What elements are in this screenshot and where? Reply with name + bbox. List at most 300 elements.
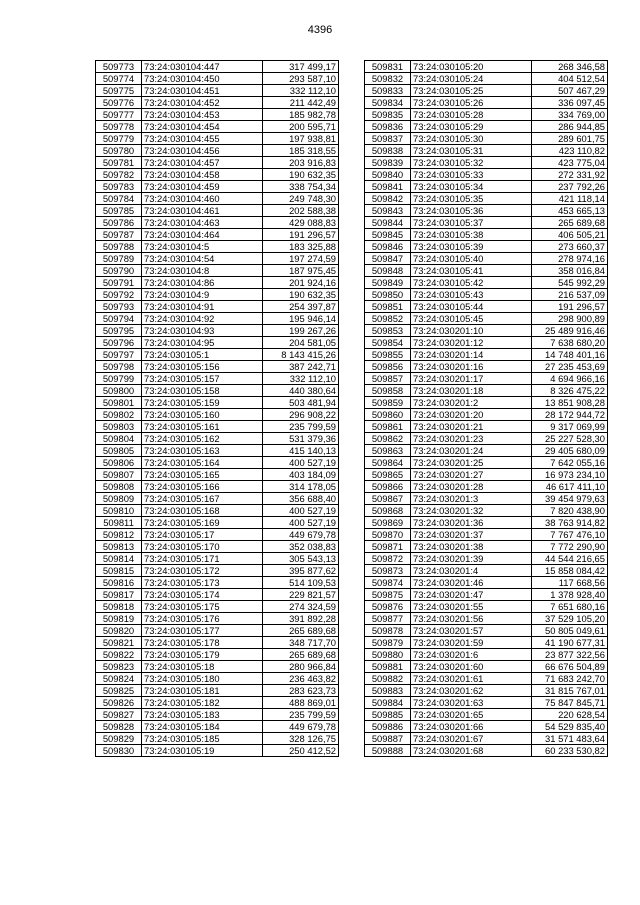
row-number-cell: 509849	[365, 277, 411, 289]
cadastral-number-cell: 73:24:030201:4	[411, 565, 532, 577]
table-row	[96, 745, 339, 757]
value-cell: 314 178,05	[263, 481, 339, 493]
value-cell: 44 544 216,65	[532, 553, 608, 565]
cadastral-number-cell: 73:24:030105:25	[411, 85, 532, 97]
cadastral-number-cell: 73:24:030105:42	[411, 277, 532, 289]
value-cell: 14 748 401,16	[532, 349, 608, 361]
value-cell: 29 405 680,09	[532, 445, 608, 457]
table-row	[96, 109, 339, 121]
cadastral-number-cell: 73:24:030105:184	[142, 721, 263, 733]
row-number-cell: 509801	[96, 397, 142, 409]
row-number-cell: 509795	[96, 325, 142, 337]
table-row	[96, 193, 339, 205]
table-row	[365, 133, 608, 145]
cadastral-number-cell: 73:24:030201:12	[411, 337, 532, 349]
cadastral-number-cell: 73:24:030104:460	[142, 193, 263, 205]
table-row	[96, 541, 339, 553]
table-row	[365, 445, 608, 457]
table-row	[96, 649, 339, 661]
cadastral-number-cell: 73:24:030201:2	[411, 397, 532, 409]
table-row	[365, 157, 608, 169]
value-cell: 305 543,13	[263, 553, 339, 565]
row-number-cell: 509857	[365, 373, 411, 385]
cadastral-number-cell: 73:24:030105:175	[142, 601, 263, 613]
cadastral-number-cell: 73:24:030105:24	[411, 73, 532, 85]
cadastral-number-cell: 73:24:030105:173	[142, 577, 263, 589]
table-row	[96, 505, 339, 517]
row-number-cell: 509775	[96, 85, 142, 97]
value-cell: 191 296,57	[532, 301, 608, 313]
table-row	[96, 217, 339, 229]
row-number-cell: 509881	[365, 661, 411, 673]
row-number-cell: 509789	[96, 253, 142, 265]
cadastral-number-cell: 73:24:030105:163	[142, 445, 263, 457]
row-number-cell: 509816	[96, 577, 142, 589]
value-cell: 37 529 105,20	[532, 613, 608, 625]
table-row	[365, 409, 608, 421]
table-row	[96, 709, 339, 721]
cadastral-number-cell: 73:24:030201:66	[411, 721, 532, 733]
row-number-cell: 509780	[96, 145, 142, 157]
table-row	[365, 313, 608, 325]
cadastral-number-cell: 73:24:030104:91	[142, 301, 263, 313]
cadastral-number-cell: 73:24:030105:172	[142, 565, 263, 577]
cadastral-number-cell: 73:24:030201:61	[411, 673, 532, 685]
table-row	[365, 61, 608, 73]
value-cell: 229 821,57	[263, 589, 339, 601]
value-cell: 7 767 476,10	[532, 529, 608, 541]
table-row	[96, 169, 339, 181]
table-row	[365, 577, 608, 589]
row-number-cell: 509856	[365, 361, 411, 373]
table-row	[365, 337, 608, 349]
row-number-cell: 509818	[96, 601, 142, 613]
value-cell: 25 489 916,46	[532, 325, 608, 337]
table-row	[96, 529, 339, 541]
value-cell: 16 973 234,10	[532, 469, 608, 481]
row-number-cell: 509782	[96, 169, 142, 181]
cadastral-number-cell: 73:24:030105:170	[142, 541, 263, 553]
table-row	[365, 673, 608, 685]
cadastral-number-cell: 73:24:030105:39	[411, 241, 532, 253]
table-row	[365, 85, 608, 97]
value-cell: 332 112,10	[263, 85, 339, 97]
row-number-cell: 509787	[96, 229, 142, 241]
row-number-cell: 509868	[365, 505, 411, 517]
table-row	[365, 253, 608, 265]
row-number-cell: 509810	[96, 505, 142, 517]
cadastral-number-cell: 73:24:030105:31	[411, 145, 532, 157]
table-row	[365, 745, 608, 757]
value-cell: 195 946,14	[263, 313, 339, 325]
row-number-cell: 509832	[365, 73, 411, 85]
cadastral-number-cell: 73:24:030201:65	[411, 709, 532, 721]
table-row	[96, 229, 339, 241]
cadastral-number-cell: 73:24:030104:9	[142, 289, 263, 301]
row-number-cell: 509875	[365, 589, 411, 601]
row-number-cell: 509859	[365, 397, 411, 409]
table-row	[365, 205, 608, 217]
cadastral-number-cell: 73:24:030104:464	[142, 229, 263, 241]
table-row	[96, 433, 339, 445]
cadastral-number-cell: 73:24:030201:10	[411, 325, 532, 337]
table-row	[365, 553, 608, 565]
value-cell: 317 499,17	[263, 61, 339, 73]
row-number-cell: 509808	[96, 481, 142, 493]
table-row	[96, 553, 339, 565]
row-number-cell: 509807	[96, 469, 142, 481]
cadastral-number-cell: 73:24:030105:160	[142, 409, 263, 421]
cadastral-number-cell: 73:24:030105:182	[142, 697, 263, 709]
row-number-cell: 509873	[365, 565, 411, 577]
cadastral-number-cell: 73:24:030104:456	[142, 145, 263, 157]
row-number-cell: 509883	[365, 685, 411, 697]
table-row	[365, 193, 608, 205]
cadastral-number-cell: 73:24:030201:36	[411, 517, 532, 529]
row-number-cell: 509838	[365, 145, 411, 157]
row-number-cell: 509843	[365, 205, 411, 217]
row-number-cell: 509783	[96, 181, 142, 193]
value-cell: 400 527,19	[263, 505, 339, 517]
cadastral-number-cell: 73:24:030201:20	[411, 409, 532, 421]
row-number-cell: 509821	[96, 637, 142, 649]
cadastral-number-cell: 73:24:030201:46	[411, 577, 532, 589]
cadastral-number-cell: 73:24:030105:43	[411, 289, 532, 301]
cadastral-number-cell: 73:24:030105:26	[411, 97, 532, 109]
value-cell: 7 651 680,16	[532, 601, 608, 613]
cadastral-number-cell: 73:24:030201:55	[411, 601, 532, 613]
value-cell: 421 118,14	[532, 193, 608, 205]
value-cell: 191 296,57	[263, 229, 339, 241]
table-row	[365, 265, 608, 277]
row-number-cell: 509882	[365, 673, 411, 685]
value-cell: 185 318,55	[263, 145, 339, 157]
row-number-cell: 509858	[365, 385, 411, 397]
table-row	[96, 685, 339, 697]
row-number-cell: 509776	[96, 97, 142, 109]
cadastral-number-cell: 73:24:030105:171	[142, 553, 263, 565]
cadastral-number-cell: 73:24:030104:447	[142, 61, 263, 73]
value-cell: 400 527,19	[263, 517, 339, 529]
row-number-cell: 509865	[365, 469, 411, 481]
row-number-cell: 509877	[365, 613, 411, 625]
row-number-cell: 509866	[365, 481, 411, 493]
table-row	[96, 481, 339, 493]
value-cell: 199 267,26	[263, 325, 339, 337]
cadastral-number-cell: 73:24:030201:38	[411, 541, 532, 553]
table-row	[365, 217, 608, 229]
row-number-cell: 509848	[365, 265, 411, 277]
row-number-cell: 509869	[365, 517, 411, 529]
cadastral-number-cell: 73:24:030201:17	[411, 373, 532, 385]
cadastral-number-cell: 73:24:030105:177	[142, 625, 263, 637]
cadastral-number-cell: 73:24:030105:157	[142, 373, 263, 385]
value-cell: 423 110,82	[532, 145, 608, 157]
cadastral-number-cell: 73:24:030104:95	[142, 337, 263, 349]
value-cell: 249 748,30	[263, 193, 339, 205]
table-row	[96, 277, 339, 289]
cadastral-number-cell: 73:24:030105:28	[411, 109, 532, 121]
row-number-cell: 509813	[96, 541, 142, 553]
row-number-cell: 509796	[96, 337, 142, 349]
row-number-cell: 509800	[96, 385, 142, 397]
cadastral-number-cell: 73:24:030104:453	[142, 109, 263, 121]
table-row	[365, 277, 608, 289]
row-number-cell: 509870	[365, 529, 411, 541]
cadastral-number-cell: 73:24:030104:86	[142, 277, 263, 289]
value-cell: 235 799,59	[263, 709, 339, 721]
value-cell: 4 694 966,16	[532, 373, 608, 385]
row-number-cell: 509841	[365, 181, 411, 193]
row-number-cell: 509799	[96, 373, 142, 385]
value-cell: 28 172 944,72	[532, 409, 608, 421]
cadastral-number-cell: 73:24:030105:180	[142, 673, 263, 685]
row-number-cell: 509793	[96, 301, 142, 313]
cadastral-number-cell: 73:24:030104:455	[142, 133, 263, 145]
value-cell: 236 463,82	[263, 673, 339, 685]
value-cell: 352 038,83	[263, 541, 339, 553]
value-cell: 338 754,34	[263, 181, 339, 193]
table-row	[96, 601, 339, 613]
value-cell: 334 769,00	[532, 109, 608, 121]
row-number-cell: 509886	[365, 721, 411, 733]
table-row	[96, 409, 339, 421]
table-row	[365, 649, 608, 661]
value-cell: 415 140,13	[263, 445, 339, 457]
table-row	[365, 625, 608, 637]
row-number-cell: 509784	[96, 193, 142, 205]
cadastral-number-cell: 73:24:030201:6	[411, 649, 532, 661]
value-cell: 298 900,89	[532, 313, 608, 325]
row-number-cell: 509880	[365, 649, 411, 661]
table-row	[365, 493, 608, 505]
value-cell: 41 190 677,31	[532, 637, 608, 649]
row-number-cell: 509820	[96, 625, 142, 637]
value-cell: 7 642 055,16	[532, 457, 608, 469]
value-cell: 332 112,10	[263, 373, 339, 385]
value-cell: 9 317 069,99	[532, 421, 608, 433]
table-row	[365, 421, 608, 433]
row-number-cell: 509830	[96, 745, 142, 757]
table-row	[96, 517, 339, 529]
row-number-cell: 509778	[96, 121, 142, 133]
cadastral-number-cell: 73:24:030104:92	[142, 313, 263, 325]
table-row	[365, 169, 608, 181]
table-row	[365, 109, 608, 121]
table-row	[96, 97, 339, 109]
value-cell: 403 184,09	[263, 469, 339, 481]
cadastral-number-cell: 73:24:030105:178	[142, 637, 263, 649]
value-cell: 46 617 411,10	[532, 481, 608, 493]
row-number-cell: 509846	[365, 241, 411, 253]
cadastral-number-cell: 73:24:030201:62	[411, 685, 532, 697]
value-cell: 13 851 908,28	[532, 397, 608, 409]
cadastral-number-cell: 73:24:030201:21	[411, 421, 532, 433]
value-cell: 273 660,37	[532, 241, 608, 253]
cadastral-number-cell: 73:24:030201:57	[411, 625, 532, 637]
table-row	[365, 361, 608, 373]
row-number-cell: 509833	[365, 85, 411, 97]
table-row	[365, 145, 608, 157]
table-row	[96, 133, 339, 145]
table-row	[365, 289, 608, 301]
value-cell: 488 869,01	[263, 697, 339, 709]
cadastral-number-cell: 73:24:030201:32	[411, 505, 532, 517]
value-cell: 185 982,78	[263, 109, 339, 121]
table-row	[96, 661, 339, 673]
value-cell: 23 877 322,56	[532, 649, 608, 661]
row-number-cell: 509834	[365, 97, 411, 109]
value-cell: 190 632,35	[263, 289, 339, 301]
row-number-cell: 509791	[96, 277, 142, 289]
right-data-table	[364, 60, 608, 757]
cadastral-number-cell: 73:24:030201:18	[411, 385, 532, 397]
cadastral-number-cell: 73:24:030104:459	[142, 181, 263, 193]
row-number-cell: 509786	[96, 217, 142, 229]
table-row	[365, 97, 608, 109]
table-row	[96, 313, 339, 325]
table-row	[96, 721, 339, 733]
cadastral-number-cell: 73:24:030201:59	[411, 637, 532, 649]
cadastral-number-cell: 73:24:030105:169	[142, 517, 263, 529]
value-cell: 8 326 475,22	[532, 385, 608, 397]
value-cell: 268 346,58	[532, 61, 608, 73]
row-number-cell: 509845	[365, 229, 411, 241]
value-cell: 31 571 483,64	[532, 733, 608, 745]
value-cell: 7 638 680,20	[532, 337, 608, 349]
value-cell: 265 689,68	[263, 625, 339, 637]
table-row	[365, 385, 608, 397]
row-number-cell: 509862	[365, 433, 411, 445]
table-row	[96, 85, 339, 97]
value-cell: 286 944,85	[532, 121, 608, 133]
row-number-cell: 509844	[365, 217, 411, 229]
cadastral-number-cell: 73:24:030105:20	[411, 61, 532, 73]
cadastral-number-cell: 73:24:030105:176	[142, 613, 263, 625]
row-number-cell: 509851	[365, 301, 411, 313]
cadastral-number-cell: 73:24:030201:14	[411, 349, 532, 361]
row-number-cell: 509864	[365, 457, 411, 469]
cadastral-number-cell: 73:24:030104:54	[142, 253, 263, 265]
row-number-cell: 509885	[365, 709, 411, 721]
row-number-cell: 509855	[365, 349, 411, 361]
cadastral-number-cell: 73:24:030105:164	[142, 457, 263, 469]
value-cell: 1 378 928,40	[532, 589, 608, 601]
cadastral-number-cell: 73:24:030105:33	[411, 169, 532, 181]
table-row	[365, 469, 608, 481]
row-number-cell: 509827	[96, 709, 142, 721]
row-number-cell: 509790	[96, 265, 142, 277]
value-cell: 201 924,16	[263, 277, 339, 289]
left-table-body	[96, 61, 339, 757]
table-row	[96, 121, 339, 133]
value-cell: 400 527,19	[263, 457, 339, 469]
table-row	[96, 637, 339, 649]
value-cell: 404 512,54	[532, 73, 608, 85]
table-row	[96, 445, 339, 457]
table-row	[365, 529, 608, 541]
row-number-cell: 509792	[96, 289, 142, 301]
value-cell: 183 325,88	[263, 241, 339, 253]
cadastral-number-cell: 73:24:030105:167	[142, 493, 263, 505]
cadastral-number-cell: 73:24:030105:179	[142, 649, 263, 661]
table-row	[96, 61, 339, 73]
cadastral-number-cell: 73:24:030201:3	[411, 493, 532, 505]
value-cell: 54 529 835,40	[532, 721, 608, 733]
value-cell: 71 683 242,70	[532, 673, 608, 685]
row-number-cell: 509823	[96, 661, 142, 673]
value-cell: 7 772 290,90	[532, 541, 608, 553]
value-cell: 449 679,78	[263, 721, 339, 733]
value-cell: 531 379,36	[263, 433, 339, 445]
value-cell: 358 016,84	[532, 265, 608, 277]
value-cell: 200 595,71	[263, 121, 339, 133]
value-cell: 545 992,29	[532, 277, 608, 289]
table-row	[96, 241, 339, 253]
row-number-cell: 509822	[96, 649, 142, 661]
table-row	[365, 601, 608, 613]
row-number-cell: 509884	[365, 697, 411, 709]
table-row	[365, 613, 608, 625]
row-number-cell: 509860	[365, 409, 411, 421]
table-row	[96, 373, 339, 385]
value-cell: 216 537,09	[532, 289, 608, 301]
table-row	[365, 721, 608, 733]
cadastral-number-cell: 73:24:030105:32	[411, 157, 532, 169]
cadastral-number-cell: 73:24:030105:40	[411, 253, 532, 265]
row-number-cell: 509853	[365, 325, 411, 337]
table-row	[365, 301, 608, 313]
value-cell: 39 454 979,63	[532, 493, 608, 505]
value-cell: 38 763 914,82	[532, 517, 608, 529]
cadastral-number-cell: 73:24:030201:68	[411, 745, 532, 757]
row-number-cell: 509788	[96, 241, 142, 253]
row-number-cell: 509803	[96, 421, 142, 433]
row-number-cell: 509831	[365, 61, 411, 73]
table-row	[365, 121, 608, 133]
table-row	[365, 397, 608, 409]
value-cell: 235 799,59	[263, 421, 339, 433]
table-row	[96, 421, 339, 433]
row-number-cell: 509852	[365, 313, 411, 325]
cadastral-number-cell: 73:24:030105:158	[142, 385, 263, 397]
row-number-cell: 509867	[365, 493, 411, 505]
row-number-cell: 509805	[96, 445, 142, 457]
cadastral-number-cell: 73:24:030104:93	[142, 325, 263, 337]
value-cell: 336 097,45	[532, 97, 608, 109]
table-row	[365, 73, 608, 85]
cadastral-number-cell: 73:24:030104:461	[142, 205, 263, 217]
cadastral-number-cell: 73:24:030105:17	[142, 529, 263, 541]
value-cell: 220 628,54	[532, 709, 608, 721]
cadastral-number-cell: 73:24:030105:166	[142, 481, 263, 493]
value-cell: 328 126,75	[263, 733, 339, 745]
table-row	[365, 637, 608, 649]
table-row	[365, 505, 608, 517]
row-number-cell: 509887	[365, 733, 411, 745]
row-number-cell: 509802	[96, 409, 142, 421]
value-cell: 27 235 453,69	[532, 361, 608, 373]
table-row	[96, 361, 339, 373]
value-cell: 395 877,62	[263, 565, 339, 577]
row-number-cell: 509824	[96, 673, 142, 685]
value-cell: 15 858 084,42	[532, 565, 608, 577]
value-cell: 117 668,56	[532, 577, 608, 589]
cadastral-number-cell: 73:24:030201:28	[411, 481, 532, 493]
row-number-cell: 509811	[96, 517, 142, 529]
table-row	[96, 493, 339, 505]
table-row	[365, 481, 608, 493]
